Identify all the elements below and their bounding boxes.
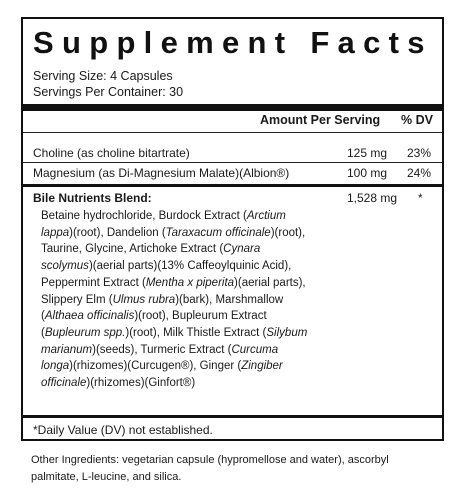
ingredient-line: lappa)(root), Dandelion (Taraxacum officinale)(root), — [41, 226, 306, 239]
nutrient-name: Magnesium (as Di-Magnesium Malate)(Albion®) — [33, 166, 290, 180]
ingredient-line: (Althaea officinalis)(root), Bupleurum Extract — [41, 310, 267, 323]
ingredient-line: (Bupleurum spp.)(root), Milk Thistle Extract (Silybum — [41, 326, 308, 339]
nutrient-amount: 100 mg — [347, 166, 388, 180]
blend-dv: * — [418, 191, 423, 205]
blend-name: Bile Nutrients Blend: — [33, 191, 152, 205]
serving-size: Serving Size: 4 Capsules — [33, 69, 173, 83]
dv-header: % DV — [401, 113, 433, 127]
other-ingredients-line: palmitate, L-leucine, and silica. — [31, 471, 182, 483]
other-ingredients — [31, 452, 451, 486]
ingredient-line: longa)(rhizomes)(Curcugen®), Ginger (Zingiber — [41, 360, 283, 373]
nutrient-dv: 23% — [407, 146, 432, 160]
ingredient-line: Slippery Elm (Ulmus rubra)(bark), Marshmallow — [41, 293, 284, 306]
divider-row — [23, 162, 442, 163]
divider-header — [23, 132, 442, 133]
servings-per-container: Servings Per Container: 30 — [33, 85, 184, 99]
ingredient-line: Peppermint Extract (Mentha x piperita)(aerial parts), — [41, 276, 306, 289]
blend-ingredients — [41, 208, 341, 392]
ingredient-line: Taurine, Glycine, Artichoke Extract (Cynara — [41, 243, 261, 256]
divider-thick — [23, 104, 442, 111]
divider-medium — [23, 184, 442, 187]
daily-value-note: *Daily Value (DV) not established. — [33, 423, 213, 437]
supplement-facts-panel — [21, 17, 444, 441]
blend-amount: 1,528 mg — [347, 191, 398, 205]
ingredient-line: Betaine hydrochloride, Burdock Extract (Arctium — [41, 210, 286, 222]
other-ingredients-line: Other Ingredients: vegetarian capsule (hypromellose and water), ascorbyl — [31, 454, 389, 466]
panel-title: Supplement Facts — [33, 25, 433, 60]
divider-bottom — [23, 415, 442, 418]
amount-per-serving-header: Amount Per Serving — [260, 113, 381, 127]
nutrient-dv: 24% — [407, 166, 432, 180]
ingredient-line: officinale)(rhizomes)(Ginfort®) — [41, 377, 196, 390]
ingredient-line: scolymus)(aerial parts)(13% Caffeoylquinic Acid), — [41, 260, 292, 273]
nutrient-name: Choline (as choline bitartrate) — [33, 146, 190, 160]
nutrient-amount: 125 mg — [347, 146, 388, 160]
ingredient-line: marianum)(seeds), Turmeric Extract (Curcuma — [41, 343, 279, 356]
